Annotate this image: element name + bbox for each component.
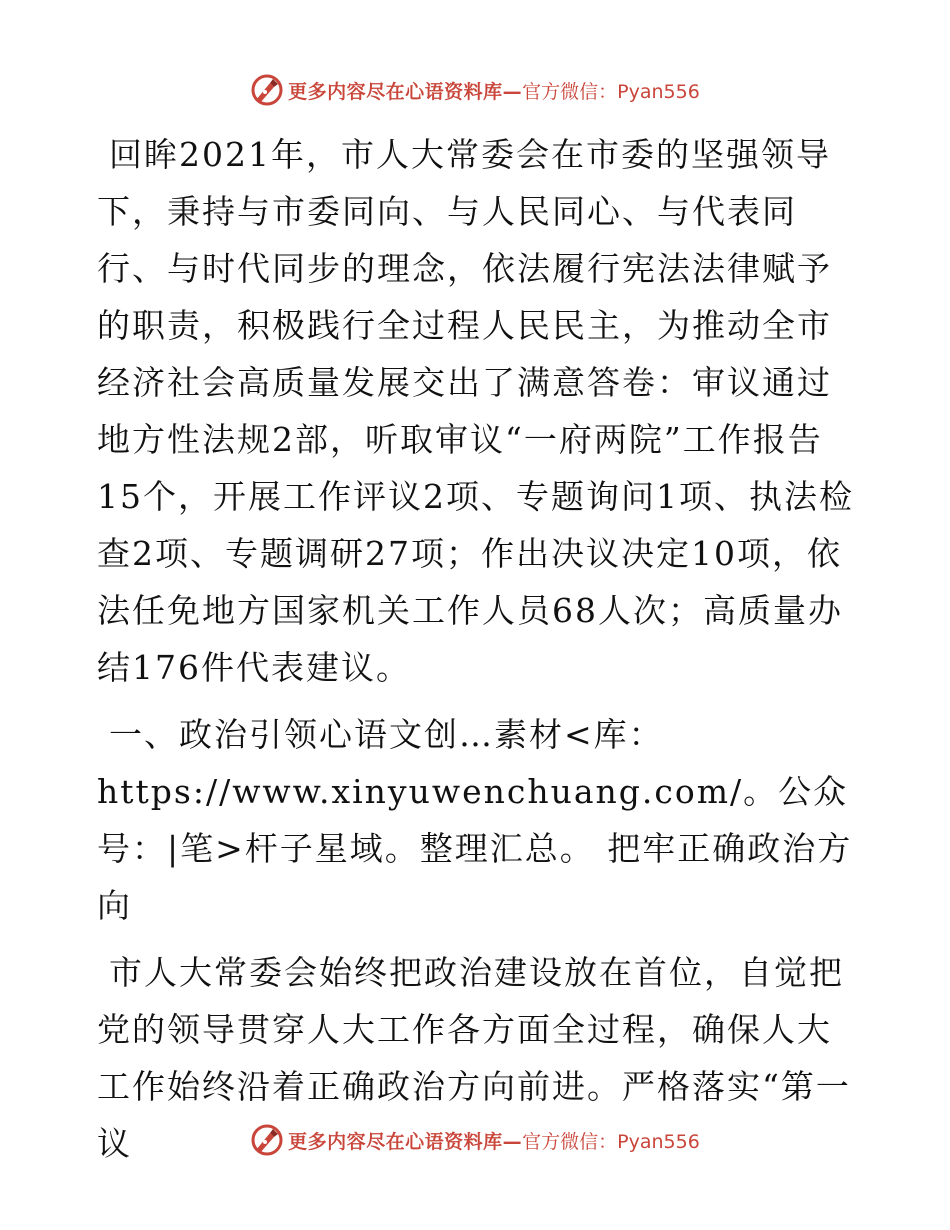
pen-logo-icon	[250, 1123, 284, 1157]
footer-banner	[0, 1118, 950, 1162]
document-body	[97, 126, 857, 1172]
header-banner	[0, 68, 950, 112]
footer-banner-text: 更多内容尽在心语资料库—	[288, 1130, 523, 1153]
paragraph-section-heading: 一、政治引领心语文创…素材<库：https://www.xinyuwenchuang.com/。公众号：|笔>杆子星域。整理汇总。 把牢正确政治方向	[97, 715, 853, 925]
header-banner-text: 更多内容尽在心语资料库—	[288, 80, 523, 103]
paragraph-review-2021: 回眸2021年，市人大常委会在市委的坚强领导下，秉持与市委同向、与人民同心、与代表同行、与时代同步的理念，依法履行宪法法律赋予的职责，积极践行全过程人民民主，为推动全市经济社会高质量发展交出了满意答卷：审议通过地方性法规2部，听取审议“一府两院”工作报告15个，开展工作评议2项、专题询问1项、执法检查2项、专题调研27项；作出决议决定10项，依法任免地方国家机关工作人员68人次；高质量办结176件代表建议。	[97, 135, 854, 687]
pen-logo-icon	[250, 73, 284, 107]
paragraph-political-building: 市人大常委会始终把政治建设放在首位，自觉把党的领导贯穿人大工作各方面全过程，确保人大工作始终沿着正确政治方向前进。严格落实“第一议	[97, 953, 851, 1163]
footer-wechat-text: 官方微信：Pyan556	[522, 1130, 700, 1153]
header-wechat-text: 官方微信：Pyan556	[522, 80, 700, 103]
